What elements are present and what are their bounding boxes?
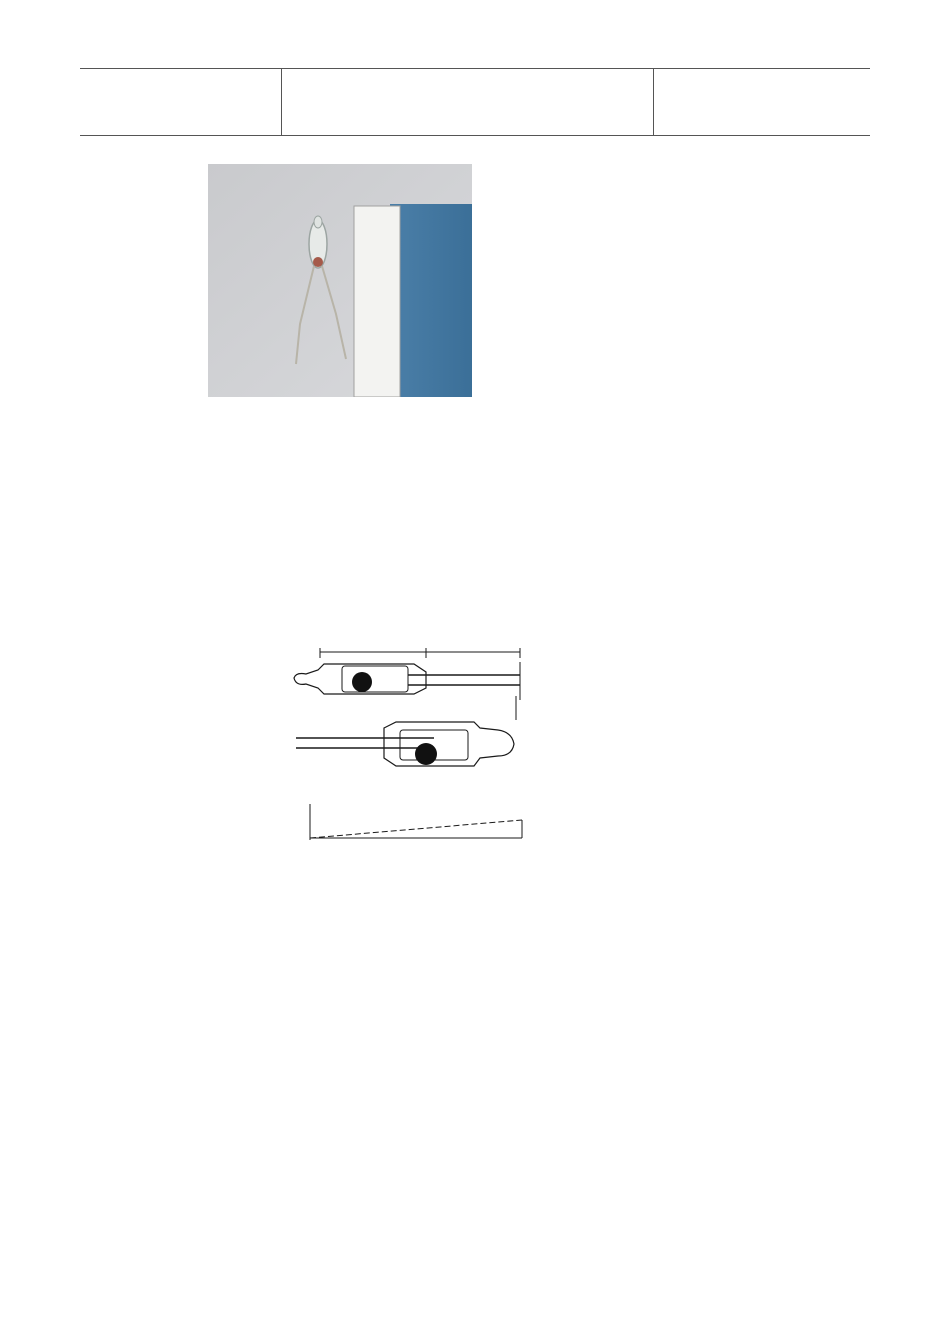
header-bottom-rule	[80, 135, 870, 136]
header-divider	[653, 68, 654, 136]
mercury-switch-diagram	[284, 632, 546, 850]
page-header	[80, 68, 870, 136]
photo-illustration	[208, 164, 472, 397]
mercury-switch-photo	[208, 164, 472, 397]
header-motto	[281, 68, 653, 136]
diagram-drawing	[284, 632, 546, 850]
